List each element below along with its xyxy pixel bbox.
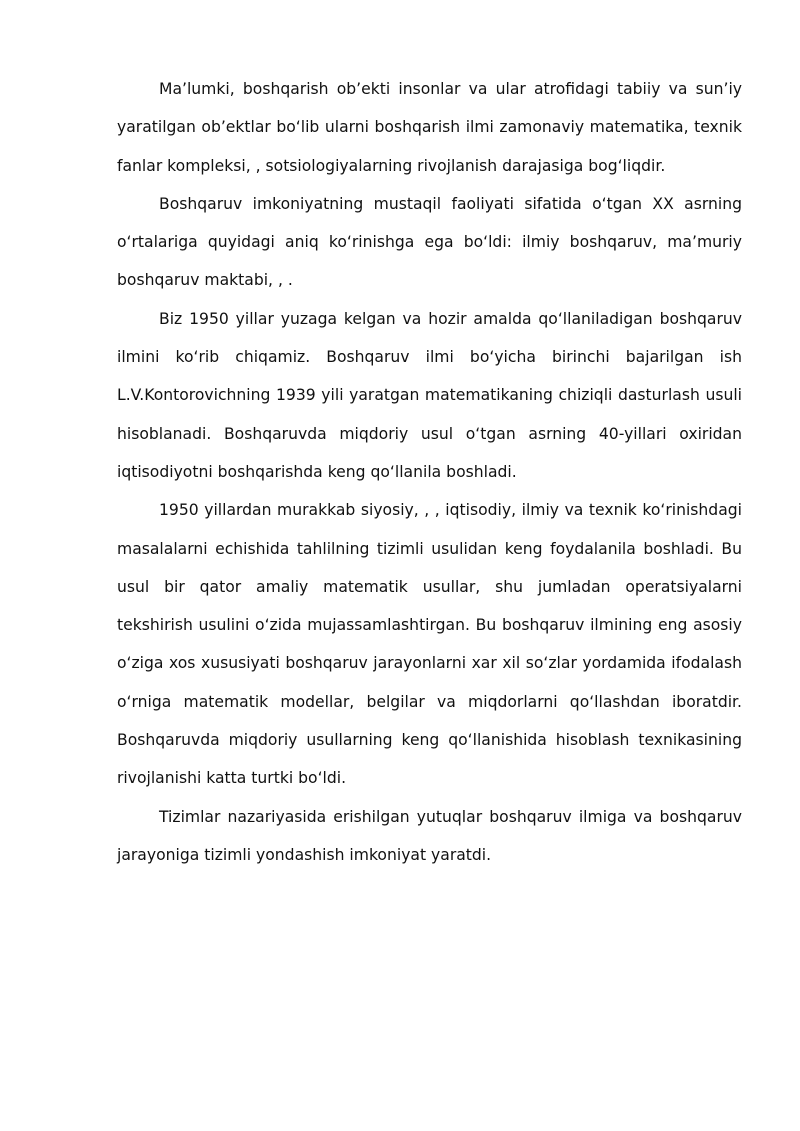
paragraph-3: Biz 1950 yillar yuzaga kelgan va hozir amalda qo‘llaniladigan boshqaruv ilmini ko‘rib chiqamiz. Boshqaruv ilmi bo‘yicha birinchi bajarilgan ish L.V.Kontorovichning 1939 yili yaratgan matematikaning chiziqli dasturlash usuli hisoblanadi. Boshqaruvda miqdoriy usul o‘tgan asrning 40-yillari oxiridan iqtisodiyotni boshqarishda keng qo‘llanila boshladi. bbox=[117, 309, 742, 481]
paragraph-5: Tizimlar nazariyasida erishilgan yutuqlar boshqaruv ilmiga va boshqaruv jarayoniga tizimli yondashish imkoniyat yaratdi. bbox=[117, 807, 742, 864]
paragraph-4: 1950 yillardan murakkab siyosiy, , , iqtisodiy, ilmiy va texnik ko‘rinishdagi masalalarni echishida tahlilning tizimli usulidan keng foydalanila boshladi. Bu usul bir qator amaliy matematik usullar, shu jumladan operatsiyalarni tekshirish usulini o‘zida mujassamlashtirgan. Bu boshqaruv ilmining eng asosiy o‘ziga xos xususiyati boshqaruv jarayonlarni xar xil so‘zlar yordamida ifodalash o‘rniga matematik modellar, belgilar va miqdorlarni qo‘llashdan iboratdir. Boshqaruvda miqdoriy usullarning keng qo‘llanishida hisoblash texnikasining rivojlanishi katta turtki bo‘ldi. bbox=[117, 501, 742, 788]
paragraph-2: Boshqaruv imkoniyatning mustaqil faoliyati sifatida o‘tgan XX asrning o‘rtalariga quyidagi aniq ko‘rinishga ega bo‘ldi: ilmiy boshqaruv, ma’muriy boshqaruv maktabi, , . bbox=[117, 194, 742, 290]
paragraph-1: Ma’lumki, boshqarish ob’ekti insonlar va ular atrofidagi tabiiy va sun’iy yaratilgan ob’ektlar bo‘lib ularni boshqarish ilmi zamonaviy matematika, texnik fanlar kompleksi, , sotsiologiyalarning rivojlanish darajasiga bog‘liqdir. bbox=[117, 80, 742, 175]
document-page bbox=[117, 70, 742, 874]
